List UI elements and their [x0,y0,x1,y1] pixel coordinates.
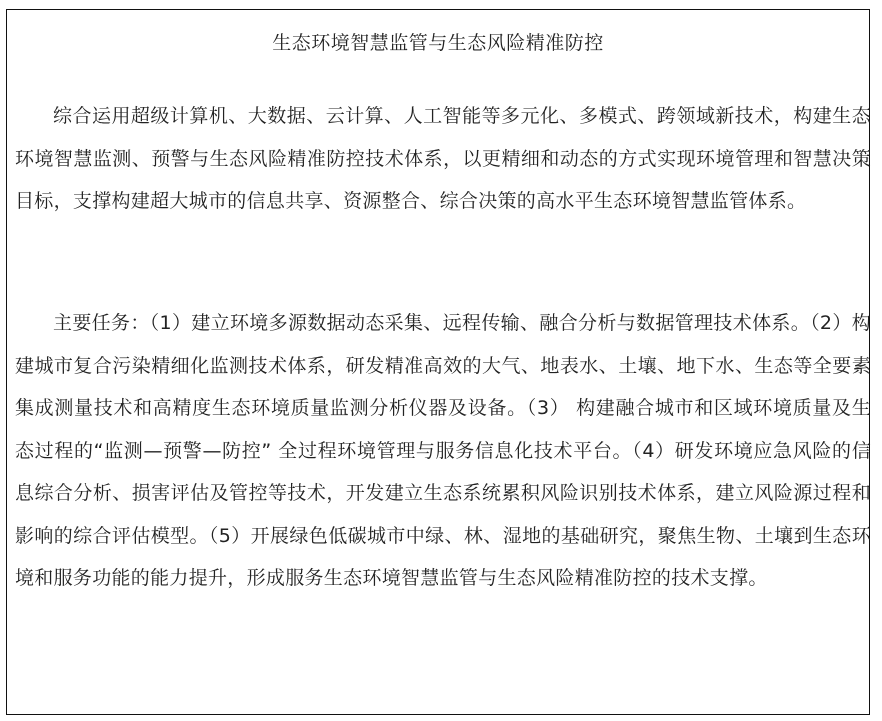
document-frame [6,9,870,715]
document-title: 生态环境智慧监管与生态风险精准防控 [272,32,604,54]
intro-paragraph: 综合运用超级计算机、大数据、云计算、人工智能等多元化、多模式、跨领域新技术，构建生态环境智慧监测、预警与生态风险精准防控技术体系，以更精细和动态的方式实现环境管理和智慧决策目标，支撑构建超大城市的信息共享、资源整合、综合决策的高水平生态环境智慧监管体系。 [15,105,871,212]
tasks-paragraph: 主要任务：（1）建立环境多源数据动态采集、远程传输、融合分析与数据管理技术体系。（2）构建城市复合污染精细化监测技术体系，研发精准高效的大气、地表水、土壤、地下水、生态等全要素集成测量技术和高精度生态环境质量监测分析仪器及设备。（3） 构建融合城市和区域环境质量及生态过程的“监测—预警—防控” 全过程环境管理与服务信息化技术平台。（4）研发环境应急风险的信息综合分析、损害评估及管控等技术，开发建立生态系统累积风险识别技术体系，建立风险源过程和影响的综合评估模型。（5）开展绿色低碳城市中绿、林、湿地的基础研究，聚焦生物、土壤到生态环境和服务功能的能力提升，形成服务生态环境智慧监管与生态风险精准防控的技术支撑。 [15,312,871,589]
